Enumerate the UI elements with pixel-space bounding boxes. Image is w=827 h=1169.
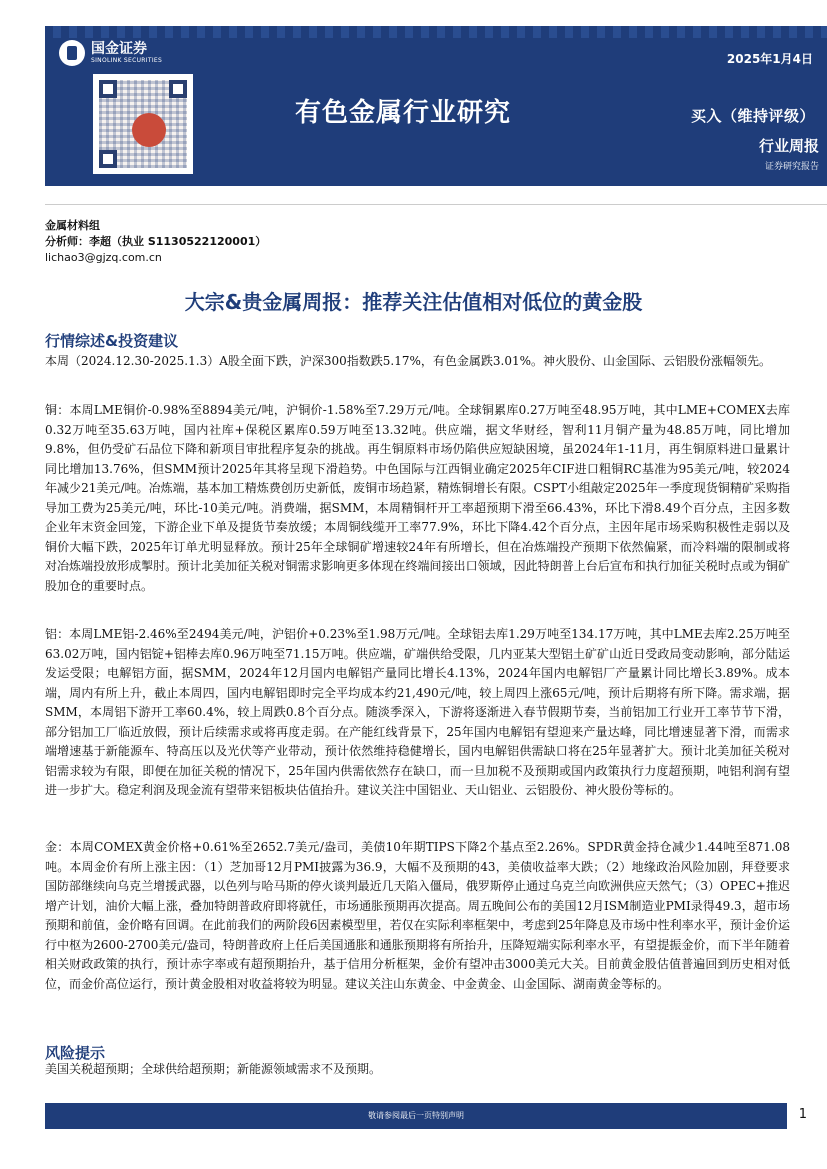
- analyst-info: [45, 218, 266, 266]
- divider: [45, 204, 827, 205]
- paragraph-risk: 美国关税超预期；全球供给超预期；新能源领域需求不及预期。: [45, 1062, 382, 1076]
- footer-disclaimer[interactable]: 敬请参阅最后一页特别声明: [368, 1111, 464, 1120]
- logo-cn-text: 国金证券: [91, 41, 147, 57]
- analyst-email[interactable]: lichao3@gjzq.com.cn: [45, 251, 162, 264]
- company-logo: [59, 40, 162, 66]
- footer-band: [45, 1103, 787, 1129]
- sinolink-logo-icon: [59, 40, 85, 66]
- paragraph-copper: 铜：本周LME铜价-0.98%至8894美元/吨，沪铜价-1.58%至7.29万元/吨。全球铜累库0.27万吨至48.95万吨，其中LME+COMEX去库0.32万吨至35.63万吨，国内社库+保税区累库0.59万吨至13.32吨。供应端，据文华财经，智利11月铜产量为48.85万吨，同比增加9.8%，但仍受矿石品位下降和新项目审批程序复杂的挑战。再生铜原料市场仍陷供应短缺困境，虽2024年1-11月，再生铜原料进口量累计同比增加13.76%，但SMM预计2025年其将呈现下滑趋势。中色国际与江西铜业确定2025年CIF进口粗铜RC基准为95美元/吨，较2024年减少21美元/吨。冶炼端，基本加工精炼费创历史新低，废铜市场趋紧，精炼铜增长有限。CSPT小组敲定2025年一季度现货铜精矿采购指导加工费为25美元/吨，环比-10美元/吨。消费端，据SMM，本周精铜杆开工率超预期下滑至66.43%，环比下滑8.49个百分点，主因多数企业年末资金回笼，下游企业下单及提货节奏放缓；本周铜线缆开工率77.9%，环比下降4.42个百分点，主因年尾市场采购积极性走弱以及铜价大幅下跌，2025年订单尤明显释放。预计25年全球铜矿增速较24年有所增长，但在冶炼端投产预期下依然偏紧，而冷料端的限制或将对冶炼端投放形成掣肘。预计北美加征关税对铜需求影响更多体现在终端间接出口领域，因此特朗普上台后宣布和执行加征关税时点或为铜矿股加仓的重要时点。: [45, 403, 790, 593]
- logo-en-text: SINOLINK SECURITIES: [91, 57, 163, 64]
- report-type: 行业周报: [758, 137, 819, 155]
- paragraph-aluminum: 铝：本周LME铝-2.46%至2494美元/吨，沪铝价+0.23%至1.98万元/吨。全球铝去库1.29万吨至134.17万吨，其中LME去库2.25万吨至63.02万吨，国内铝锭+铝棒去库0.96万吨至71.15万吨。供应端，矿端供给受限，几内亚某大型铝土矿矿山近日受政局变动影响，部分陆运发运受限；电解铝方面，据SMM，2024年12月国内电解铝产量同比增长4.13%，2024年国内电解铝厂产量累计同比增长3.89%。成本端，周内有所上升，截止本周四，国内电解铝即时完全平均成本约21,490元/吨，较上周四上涨65元/吨，预计后期将有所下降。需求端，据SMM，本周铝下游开工率60.4%，较上周跌0.8个百分点。随淡季深入，下游将逐渐进入春节假期节奏，当前铝加工行业开工率节节下滑，部分铝加工厂临近放假，预计后续需求或将再度走弱。在产能红线背景下，25年国内电解铝有望迎来产量达峰，同比增速显著下滑，而需求端增速基于新能源车、特高压以及光伏等产业带动，预计依然维持稳健增长，国内电解铝供需缺口将在25年显著扩大。预计北美加征关税对铝需求较为有限，即便在加征关税的情况下，25年国内供需依然存在缺口，而一旦加税不及预期或国内政策执行力度超预期，吨铝利润有望进一步扩大。稳定利润及现金流有望带来铝板块估值抬升。建议关注中国铝业、天山铝业、云铝股份、神火股份等标的。: [45, 627, 790, 797]
- qr-code-icon: [93, 74, 193, 174]
- page-number: 1: [798, 1107, 807, 1122]
- report-header: [45, 26, 827, 186]
- section-heading-risk: 风险提示: [45, 1044, 106, 1062]
- rating-label: 买入（维持评级）: [690, 107, 815, 125]
- report-series-title: 有色金属行业研究: [295, 98, 512, 128]
- page-title: 大宗&贵金属周报：推荐关注估值相对低位的黄金股: [184, 290, 643, 314]
- analyst-name: 分析师：李超（执业 S1130522120001）: [45, 235, 267, 248]
- report-date: 2025年1月4日: [726, 52, 813, 66]
- header-stripe: [45, 26, 827, 38]
- paragraph-summary: 本周（2024.12.30-2025.1.3）A股全面下跌，沪深300指数跌5.17%，有色金属跌3.01%。神火股份、山金国际、云铝股份涨幅领先。: [45, 354, 772, 368]
- report-category: 证券研究报告: [764, 162, 819, 172]
- section-heading-market-review: 行情综述&投资建议: [45, 332, 179, 350]
- research-group: 金属材料组: [45, 219, 100, 232]
- paragraph-gold: 金：本周COMEX黄金价格+0.61%至2652.7美元/盎司，美债10年期TIPS下降2个基点至2.26%。SPDR黄金持仓减少1.44吨至871.08吨。本周金价有所上涨主因：（1）芝加哥12月PMI披露为36.9，大幅不及预期的43，美债收益率大跌；（2）地缘政治风险加剧，拜登要求国防部继续向乌克兰增援武器，以色列与哈马斯的停火谈判最近几天陷入僵局，俄罗斯停止通过乌克兰向欧洲供应天然气；（3）OPEC+推迟增产计划，油价大幅上涨，叠加特朗普政府即将就任，市场通胀预期再次提高。周五晚间公布的美国12月ISM制造业PMI录得49.3，超市场预期和前值，金价略有回调。在此前我们的两阶段6因素模型里，若仅在实际利率框架中，考虑到25年降息及市场中性利率水平，预计金价运行中枢为2600-2700美元/盎司，特朗普政府上任后美国通胀和通胀预期将有所抬升，压降短端实际利率水平，有望提振金价，而下半年随着相关财政政策的执行，预计赤字率或有超预期抬升，基于信用分析框架，金价有望冲击3000美元大关。目前黄金股估值普遍回到历史相对低位，而金价高位运行，预计黄金股相对收益将较为明显。建议关注山东黄金、中金黄金、山金国际、湖南黄金等标的。: [45, 840, 790, 991]
